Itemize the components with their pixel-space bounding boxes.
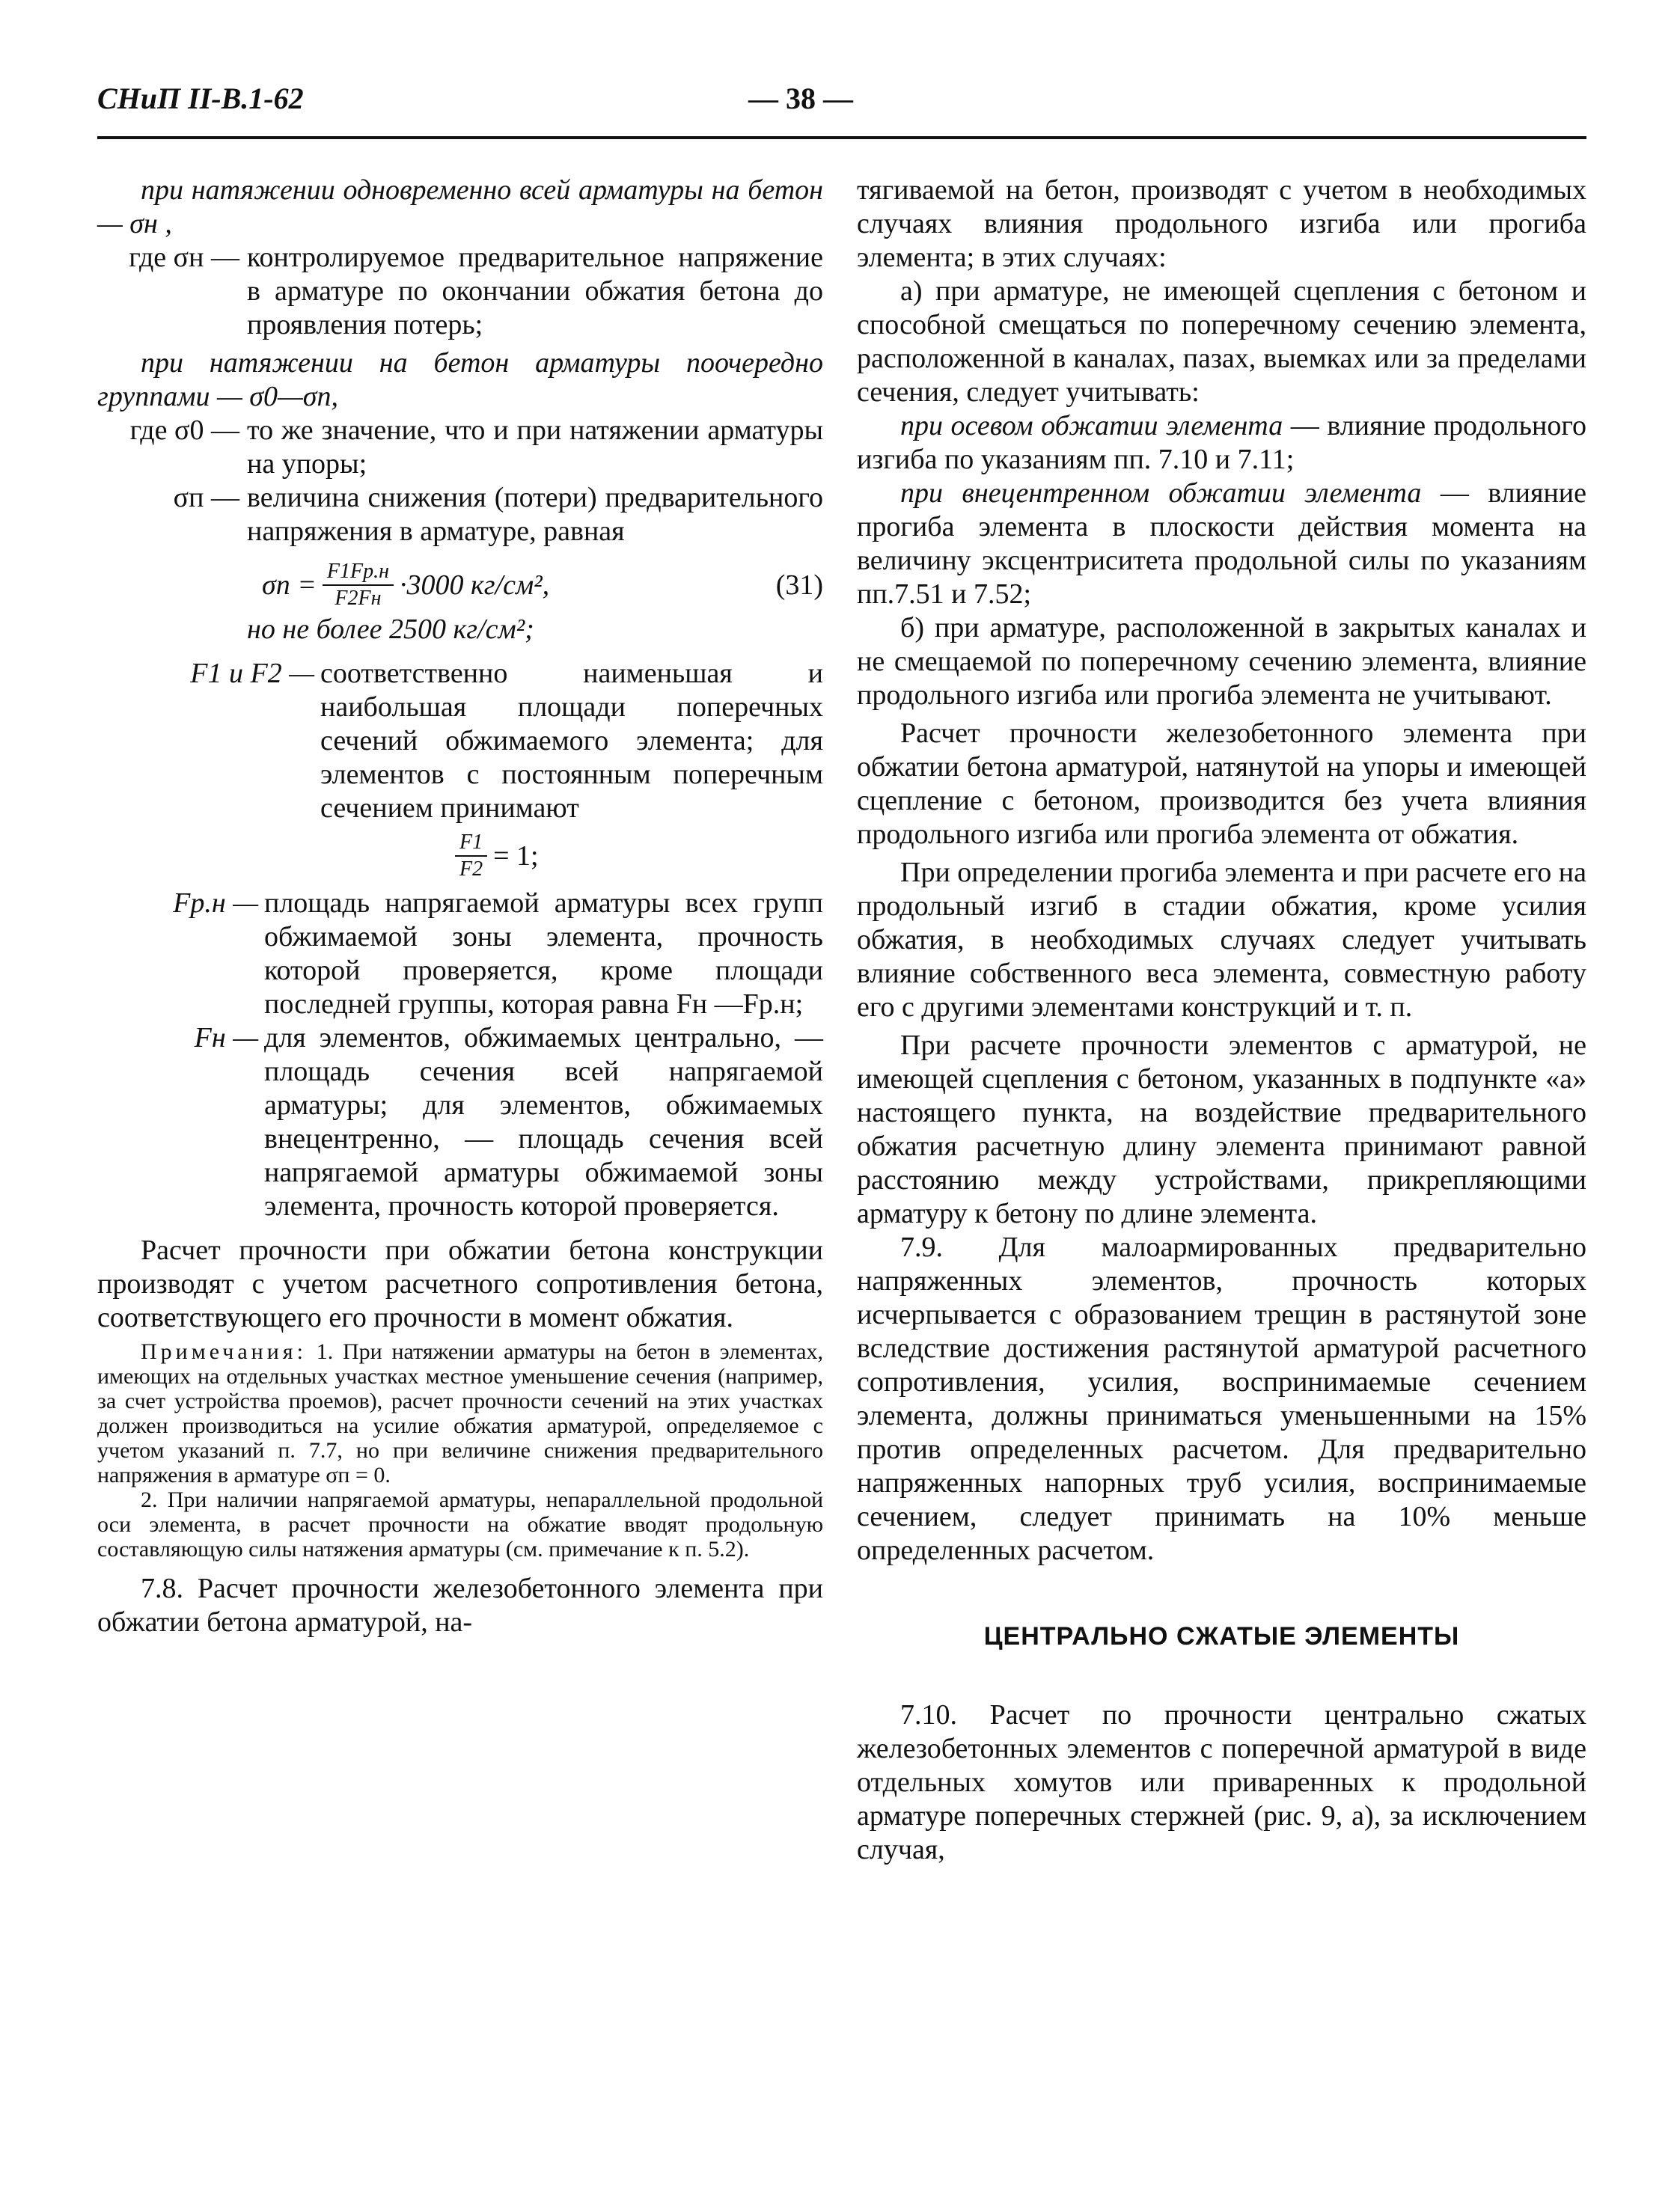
definition: [97, 414, 823, 481]
paragraph: [857, 477, 1586, 611]
formula-31: [97, 559, 823, 611]
formula-ratio: [97, 830, 823, 882]
definition: [97, 1021, 823, 1223]
paragraph: тягиваемой на бетон, производят с учетом в необходимых случаях влияния продольного изгиба или прогиба элемента; в этих случаях:: [857, 174, 1586, 273]
formula-rhs: ·3000 кг/см²,: [400, 569, 550, 601]
definition-term: σп —: [173, 482, 239, 513]
paragraph: 7.10. Расчет по прочности центрально сжатых железобетонных элементов с поперечной арматурой в виде отдельных хомутов или приваренных к продольной арматуре поперечных стержней (рис. 9, а), за исключением случая,: [857, 1699, 1586, 1865]
definition-term: Fн —: [194, 1022, 258, 1053]
formula-fraction: [323, 559, 394, 611]
definition-text: величина снижения (потери) предварительного напряжения в арматуре, равная: [247, 482, 823, 547]
fraction-denominator: F2Fн: [335, 587, 382, 610]
footnote: 2. При наличии напрягаемой арматуры, непараллельной продольной оси элемента, в расчет прочности на обжатие вводят продольную составляющую силы натяжения арматуры (см. примечание к п. 5.2).: [97, 1487, 823, 1562]
section-heading: ЦЕНТРАЛЬНО СЖАТЫЕ ЭЛЕМЕНТЫ: [983, 1622, 1460, 1651]
definition-text: для элементов, обжимаемых центрально, — площадь сечения всей напрягаемой арматуры; для элементов, обжимаемых внецентренно, — площадь сечения всей напрягаемой арматуры обжимаемой зоны элемента, прочность которой проверяется.: [264, 1022, 823, 1222]
formula-fraction: [455, 830, 487, 882]
definition-text: контролируемое предварительное напряжение в арматуре по окончании обжатия бетона до проявления потерь;: [247, 242, 823, 340]
paragraph: [857, 409, 1586, 477]
paragraph: 7.9. Для малоармированных предварительно напряженных элементов, прочность которых исчерпывается с образованием трещин в растянутой зоне вследствие достижения растянутой арматурой расчетного сопротивления, усилия, воспринимаемые сечением элемента, должны приниматься уменьшенными на 15% против определенных расчетом. Для предварительно напряженных напорных труб усилия, воспринимаемые сечением, следует принимать на 10% меньше определенных расчетом.: [857, 1232, 1586, 1566]
definition-term: где σн —: [129, 242, 239, 273]
fraction-denominator: F2: [459, 857, 483, 881]
paragraph: При определении прогиба элемента и при расчете его на продольный изгиб в стадии обжатия, кроме усилия обжатия, в необходимых случаях следует учитывать влияние собственного веса элемента, совместную работу его с другими элементами конструкций и т. п.: [857, 857, 1586, 1023]
formula-lhs: σп =: [262, 569, 317, 601]
page-header: [97, 81, 1586, 133]
definition-term: F1 и F2 —: [190, 658, 314, 689]
definition-term: где σ0 —: [129, 415, 239, 446]
paragraph: при натяжении одновременно всей арматуры на бетон — σн ,: [97, 174, 823, 239]
note-text: 1. При натяжении арматуры на бетон в элементах, имеющих на отдельных участках местное уменьшение сечения (например, за счет устройства проемов), расчет прочности сечений на этих участках должен производиться на усилие обжатия арматурой, определяемое с учетом указаний п. 7.7, но при величине снижения предварительного напряжения в арматуре σп = 0.: [97, 1339, 823, 1487]
paragraph-rest: — влияние прогиба элемента в плоскости действия момента на величину эксцентриситета продольной силы по указаниям пп.7.51 и 7.52;: [857, 477, 1586, 610]
definition-text: соответственно наименьшая и наибольшая площади поперечных сечений обжимаемого элемента; для элементов с постоянным поперечным сечением принимают: [320, 658, 823, 824]
formula-limit: но не более 2500 кг/см²;: [247, 614, 534, 645]
fraction-numerator: F1Fр.н: [323, 559, 394, 586]
paragraph: при натяжении на бетон арматуры поочередно группами — σ0—σп,: [97, 347, 823, 412]
page-number: — 38 —: [748, 82, 853, 115]
paragraph: 7.8. Расчет прочности железобетонного элемента при обжатии бетона арматурой, на-: [97, 1573, 823, 1638]
definition: [97, 241, 823, 342]
paragraph: а) при арматуре, не имеющей сцепления с бетоном и способной смещаться по поперечному сечению элемента, расположенной в каналах, пазах, выемках или за пределами сечения, следует учитывать:: [857, 275, 1586, 408]
paragraph: При расчете прочности элементов с арматурой, не имеющей сцепления с бетоном, указанных в подпункте «а» настоящего пункта, на воздействие предварительного обжатия расчетную длину элемента принимают равной расстоянию между устройствами, прикрепляющими арматуру к бетону по длине элемента.: [857, 1030, 1586, 1229]
right-column: [857, 174, 1586, 1867]
formula-rhs: = 1;: [493, 840, 539, 872]
footnote: [97, 1339, 823, 1487]
definition: [97, 887, 823, 1021]
paragraph: Расчет прочности при обжатии бетона конструкции производят с учетом расчетного сопротивления бетона, соответствующего его прочности в момент обжатия.: [97, 1235, 823, 1333]
header-rule: [97, 136, 1586, 139]
paragraph-italic: при осевом обжатии элемента: [900, 410, 1283, 441]
paragraph-italic: при внецентренном обжатии элемента: [900, 477, 1422, 509]
left-column: [97, 174, 823, 1639]
document-code: СНиП II-В.1-62: [97, 82, 304, 115]
notes-heading: Примечания:: [141, 1339, 307, 1364]
definition: [97, 657, 823, 825]
formula-number: (31): [775, 569, 823, 601]
paragraph-rest: — влияние продольного изгиба по указаниям пп. 7.10 и 7.11;: [857, 410, 1586, 475]
paragraph: б) при арматуре, расположенной в закрытых каналах и не смещаемой по поперечному сечению элемента, влияние продольного изгиба или прогиба элемента не учитывают.: [857, 612, 1586, 711]
fraction-numerator: F1: [455, 830, 487, 857]
definition-term: Fр.н —: [173, 887, 258, 919]
definition: [97, 481, 823, 548]
paragraph: Расчет прочности железобетонного элемента при обжатии бетона арматурой, натянутой на упоры и имеющей сцепление с бетоном, производится без учета влияния продольного изгиба или прогиба элемента от обжатия.: [857, 718, 1586, 850]
definition-text: то же значение, что и при натяжении арматуры на упоры;: [247, 415, 823, 480]
definition-text: площадь напрягаемой арматуры всех групп обжимаемой зоны элемента, прочность которой проверяется, кроме площади последней группы, которая равна Fн —Fр.н;: [264, 887, 823, 1020]
